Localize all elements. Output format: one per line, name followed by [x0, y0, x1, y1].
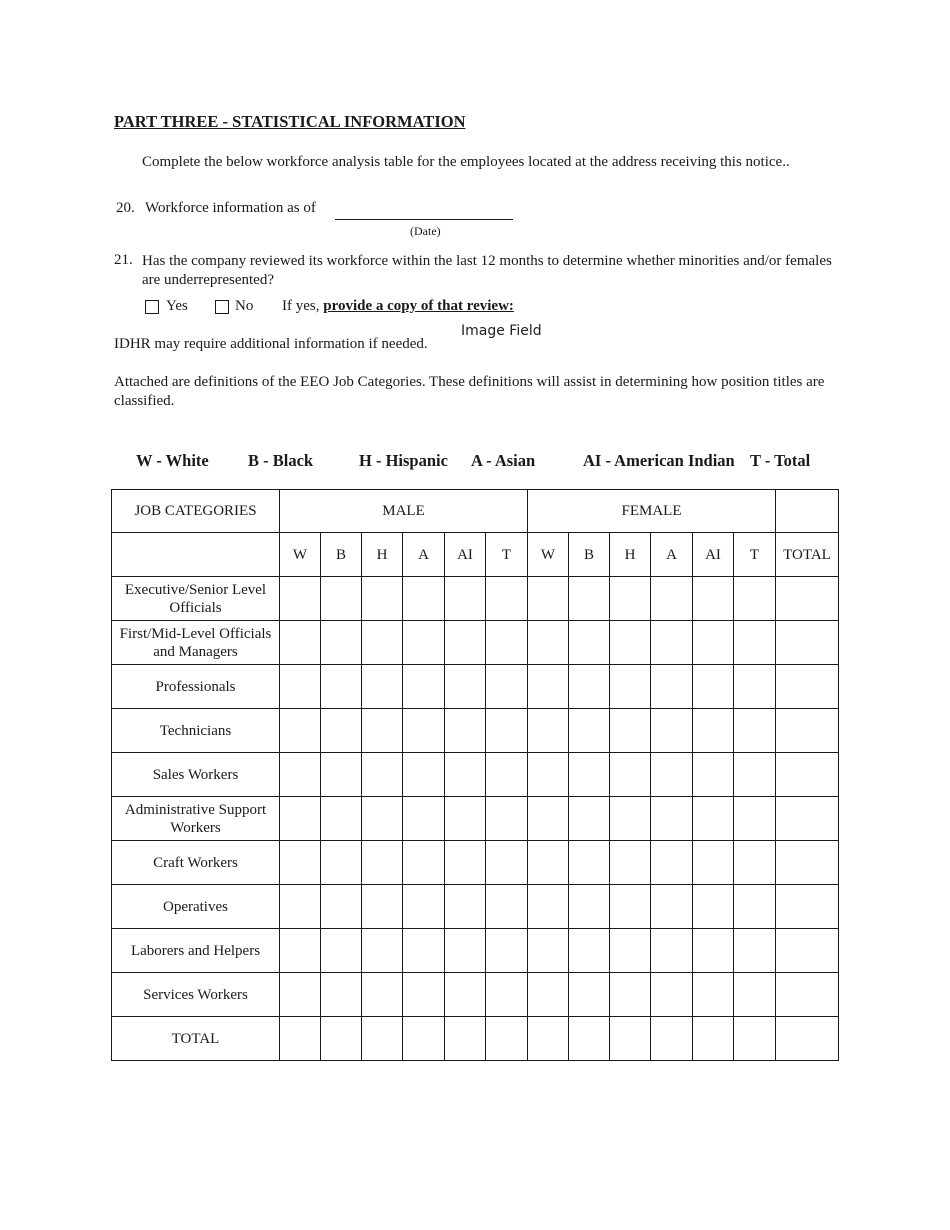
job-category-label: Laborers and Helpers: [112, 929, 280, 973]
count-cell[interactable]: [321, 929, 362, 973]
table-row: [112, 973, 839, 1017]
job-category-label: Professionals: [112, 665, 280, 709]
legend-asian: A - Asian: [471, 451, 536, 470]
yes-label: Yes: [166, 298, 188, 314]
if-yes-prefix: If yes,: [282, 298, 324, 314]
count-cell[interactable]: [734, 797, 776, 841]
table-row: [112, 577, 839, 621]
count-cell[interactable]: [362, 1017, 403, 1061]
female-t-header: T: [734, 533, 776, 577]
count-cell[interactable]: [776, 885, 839, 929]
count-cell[interactable]: [693, 973, 734, 1017]
count-cell[interactable]: [445, 885, 486, 929]
image-field[interactable]: Image Field: [461, 323, 542, 339]
count-cell[interactable]: [651, 929, 693, 973]
count-cell[interactable]: [734, 1017, 776, 1061]
count-cell[interactable]: [734, 709, 776, 753]
count-cell[interactable]: [403, 797, 445, 841]
female-w-header: W: [528, 533, 569, 577]
count-cell[interactable]: [651, 753, 693, 797]
count-cell[interactable]: [528, 841, 569, 885]
count-cell[interactable]: [776, 621, 839, 665]
count-cell[interactable]: [528, 973, 569, 1017]
table-row: [112, 885, 839, 929]
count-cell[interactable]: [693, 621, 734, 665]
count-cell[interactable]: [734, 577, 776, 621]
female-b-header: B: [569, 533, 610, 577]
idhr-note: IDHR may require additional information if needed.: [114, 336, 428, 352]
count-cell[interactable]: [280, 841, 321, 885]
count-cell[interactable]: [569, 797, 610, 841]
count-cell[interactable]: [528, 929, 569, 973]
count-cell[interactable]: [693, 753, 734, 797]
count-cell[interactable]: [403, 929, 445, 973]
job-category-label: Sales Workers: [112, 753, 280, 797]
count-cell[interactable]: [776, 929, 839, 973]
table-row: [112, 929, 839, 973]
count-cell[interactable]: [569, 709, 610, 753]
count-cell[interactable]: [321, 665, 362, 709]
count-cell[interactable]: [776, 1017, 839, 1061]
count-cell[interactable]: [280, 709, 321, 753]
male-ai-header: AI: [445, 533, 486, 577]
count-cell[interactable]: [403, 885, 445, 929]
table-subheader-row: [112, 533, 839, 577]
count-cell[interactable]: [362, 577, 403, 621]
legend-american-indian: AI - American Indian: [583, 451, 735, 470]
count-cell[interactable]: [528, 885, 569, 929]
count-cell[interactable]: [362, 753, 403, 797]
date-field-label: (Date): [410, 224, 441, 238]
male-b-header: B: [321, 533, 362, 577]
total-column-header: TOTAL: [776, 533, 839, 577]
count-cell[interactable]: [569, 885, 610, 929]
count-cell[interactable]: [693, 885, 734, 929]
count-cell[interactable]: [362, 929, 403, 973]
count-cell[interactable]: [321, 709, 362, 753]
count-cell[interactable]: [651, 841, 693, 885]
count-cell[interactable]: [610, 709, 651, 753]
count-cell[interactable]: [651, 797, 693, 841]
count-cell[interactable]: [486, 929, 528, 973]
count-cell[interactable]: [486, 621, 528, 665]
count-cell[interactable]: [403, 753, 445, 797]
count-cell[interactable]: [734, 665, 776, 709]
count-cell[interactable]: [693, 709, 734, 753]
count-cell[interactable]: [321, 973, 362, 1017]
count-cell[interactable]: [651, 665, 693, 709]
count-cell[interactable]: [445, 709, 486, 753]
page-title: PART THREE - STATISTICAL INFORMATION: [114, 112, 466, 131]
intro-text: Complete the below workforce analysis table for the employees located at the address receiving this notice..: [142, 154, 790, 170]
count-cell[interactable]: [486, 841, 528, 885]
count-cell[interactable]: [403, 577, 445, 621]
legend-black: B - Black: [248, 451, 314, 470]
job-category-label: Administrative Support Workers: [112, 797, 280, 841]
count-cell[interactable]: [280, 621, 321, 665]
count-cell[interactable]: [528, 797, 569, 841]
count-cell[interactable]: [693, 929, 734, 973]
count-cell[interactable]: [776, 709, 839, 753]
count-cell[interactable]: [734, 753, 776, 797]
count-cell[interactable]: [569, 577, 610, 621]
job-category-label: TOTAL: [112, 1017, 280, 1061]
count-cell[interactable]: [445, 753, 486, 797]
count-cell[interactable]: [321, 885, 362, 929]
count-cell[interactable]: [280, 1017, 321, 1061]
count-cell[interactable]: [321, 753, 362, 797]
count-cell[interactable]: [776, 797, 839, 841]
count-cell[interactable]: [445, 841, 486, 885]
count-cell[interactable]: [569, 621, 610, 665]
count-cell[interactable]: [486, 665, 528, 709]
table-row: [112, 753, 839, 797]
male-h-header: H: [362, 533, 403, 577]
count-cell[interactable]: [486, 577, 528, 621]
count-cell[interactable]: [693, 1017, 734, 1061]
job-category-label: First/Mid-Level Officials and Managers: [112, 621, 280, 665]
count-cell[interactable]: [486, 973, 528, 1017]
table-row: [112, 709, 839, 753]
table-row: [112, 1017, 839, 1061]
count-cell[interactable]: [610, 665, 651, 709]
count-cell[interactable]: [280, 973, 321, 1017]
count-cell[interactable]: [362, 709, 403, 753]
no-label: No: [235, 298, 254, 314]
female-a-header: A: [651, 533, 693, 577]
count-cell[interactable]: [569, 929, 610, 973]
female-header: FEMALE: [528, 490, 776, 533]
count-cell[interactable]: [569, 753, 610, 797]
count-cell[interactable]: [734, 885, 776, 929]
workforce-table: [111, 489, 839, 1061]
count-cell[interactable]: [776, 841, 839, 885]
count-cell[interactable]: [693, 577, 734, 621]
count-cell[interactable]: [445, 665, 486, 709]
count-cell[interactable]: [280, 929, 321, 973]
female-ai-header: AI: [693, 533, 734, 577]
count-cell[interactable]: [362, 841, 403, 885]
count-cell[interactable]: [362, 797, 403, 841]
count-cell[interactable]: [445, 929, 486, 973]
count-cell[interactable]: [651, 709, 693, 753]
count-cell[interactable]: [693, 797, 734, 841]
count-cell[interactable]: [651, 973, 693, 1017]
question-21-text: Has the company reviewed its workforce within the last 12 months to determine whether minorities and/or females are underrepresented?: [142, 253, 832, 288]
count-cell[interactable]: [445, 577, 486, 621]
count-cell[interactable]: [651, 577, 693, 621]
job-category-label: Technicians: [112, 709, 280, 753]
count-cell[interactable]: [280, 797, 321, 841]
male-t-header: T: [486, 533, 528, 577]
count-cell[interactable]: [776, 753, 839, 797]
female-h-header: H: [610, 533, 651, 577]
count-cell[interactable]: [321, 577, 362, 621]
count-cell[interactable]: [403, 841, 445, 885]
table-header-row: [112, 490, 839, 533]
date-field[interactable]: [335, 219, 513, 220]
count-cell[interactable]: [280, 577, 321, 621]
count-cell[interactable]: [569, 665, 610, 709]
count-cell[interactable]: [610, 841, 651, 885]
table-row: [112, 797, 839, 841]
count-cell[interactable]: [280, 885, 321, 929]
if-yes-instruction: [282, 298, 514, 315]
table-row: [112, 841, 839, 885]
count-cell[interactable]: [569, 973, 610, 1017]
count-cell[interactable]: [610, 1017, 651, 1061]
count-cell[interactable]: [280, 753, 321, 797]
count-cell[interactable]: [486, 885, 528, 929]
job-category-label: Operatives: [112, 885, 280, 929]
count-cell[interactable]: [280, 665, 321, 709]
question-20-number: 20.: [116, 200, 135, 216]
yes-checkbox[interactable]: [145, 300, 159, 314]
blank-subheader-cell: [112, 533, 280, 577]
count-cell[interactable]: [528, 665, 569, 709]
count-cell[interactable]: [486, 1017, 528, 1061]
job-category-label: Executive/Senior Level Officials: [112, 577, 280, 621]
count-cell[interactable]: [362, 621, 403, 665]
count-cell[interactable]: [321, 841, 362, 885]
question-20-text: Workforce information as of: [145, 200, 316, 216]
attached-definitions-note: Attached are definitions of the EEO Job Categories. These definitions will assist in determining how position titles are classified.: [114, 374, 825, 409]
count-cell[interactable]: [445, 973, 486, 1017]
count-cell[interactable]: [610, 577, 651, 621]
count-cell[interactable]: [610, 885, 651, 929]
count-cell[interactable]: [445, 621, 486, 665]
count-cell[interactable]: [321, 621, 362, 665]
table-row: [112, 665, 839, 709]
count-cell[interactable]: [776, 665, 839, 709]
count-cell[interactable]: [528, 621, 569, 665]
count-cell[interactable]: [610, 973, 651, 1017]
count-cell[interactable]: [651, 1017, 693, 1061]
male-header: MALE: [280, 490, 528, 533]
count-cell[interactable]: [693, 841, 734, 885]
count-cell[interactable]: [569, 1017, 610, 1061]
count-cell[interactable]: [486, 797, 528, 841]
count-cell[interactable]: [486, 753, 528, 797]
legend-white: W - White: [136, 451, 209, 470]
count-cell[interactable]: [610, 753, 651, 797]
count-cell[interactable]: [734, 621, 776, 665]
count-cell[interactable]: [734, 929, 776, 973]
legend-hispanic: H - Hispanic: [359, 451, 448, 470]
count-cell[interactable]: [403, 621, 445, 665]
count-cell[interactable]: [528, 709, 569, 753]
count-cell[interactable]: [403, 709, 445, 753]
count-cell[interactable]: [776, 577, 839, 621]
count-cell[interactable]: [734, 973, 776, 1017]
no-checkbox[interactable]: [215, 300, 229, 314]
count-cell[interactable]: [403, 1017, 445, 1061]
count-cell[interactable]: [651, 885, 693, 929]
count-cell[interactable]: [528, 753, 569, 797]
count-cell[interactable]: [776, 973, 839, 1017]
male-a-header: A: [403, 533, 445, 577]
count-cell[interactable]: [403, 665, 445, 709]
job-category-label: Craft Workers: [112, 841, 280, 885]
count-cell[interactable]: [362, 665, 403, 709]
legend-total: T - Total: [750, 451, 811, 470]
count-cell[interactable]: [321, 1017, 362, 1061]
count-cell[interactable]: [610, 929, 651, 973]
count-cell[interactable]: [610, 621, 651, 665]
count-cell[interactable]: [445, 1017, 486, 1061]
count-cell[interactable]: [321, 797, 362, 841]
count-cell[interactable]: [528, 577, 569, 621]
provide-review-text: provide a copy of that review:: [323, 298, 514, 314]
male-w-header: W: [280, 533, 321, 577]
table-row: [112, 621, 839, 665]
count-cell[interactable]: [693, 665, 734, 709]
count-cell[interactable]: [486, 709, 528, 753]
count-cell[interactable]: [610, 797, 651, 841]
workforce-table-container: [111, 489, 839, 1061]
count-cell[interactable]: [528, 1017, 569, 1061]
count-cell[interactable]: [569, 841, 610, 885]
count-cell[interactable]: [362, 973, 403, 1017]
job-categories-header: JOB CATEGORIES: [112, 490, 280, 533]
blank-header-cell: [776, 490, 839, 533]
count-cell[interactable]: [445, 797, 486, 841]
job-category-label: Services Workers: [112, 973, 280, 1017]
question-21-number: 21.: [114, 252, 133, 268]
count-cell[interactable]: [651, 621, 693, 665]
count-cell[interactable]: [362, 885, 403, 929]
count-cell[interactable]: [734, 841, 776, 885]
count-cell[interactable]: [403, 973, 445, 1017]
